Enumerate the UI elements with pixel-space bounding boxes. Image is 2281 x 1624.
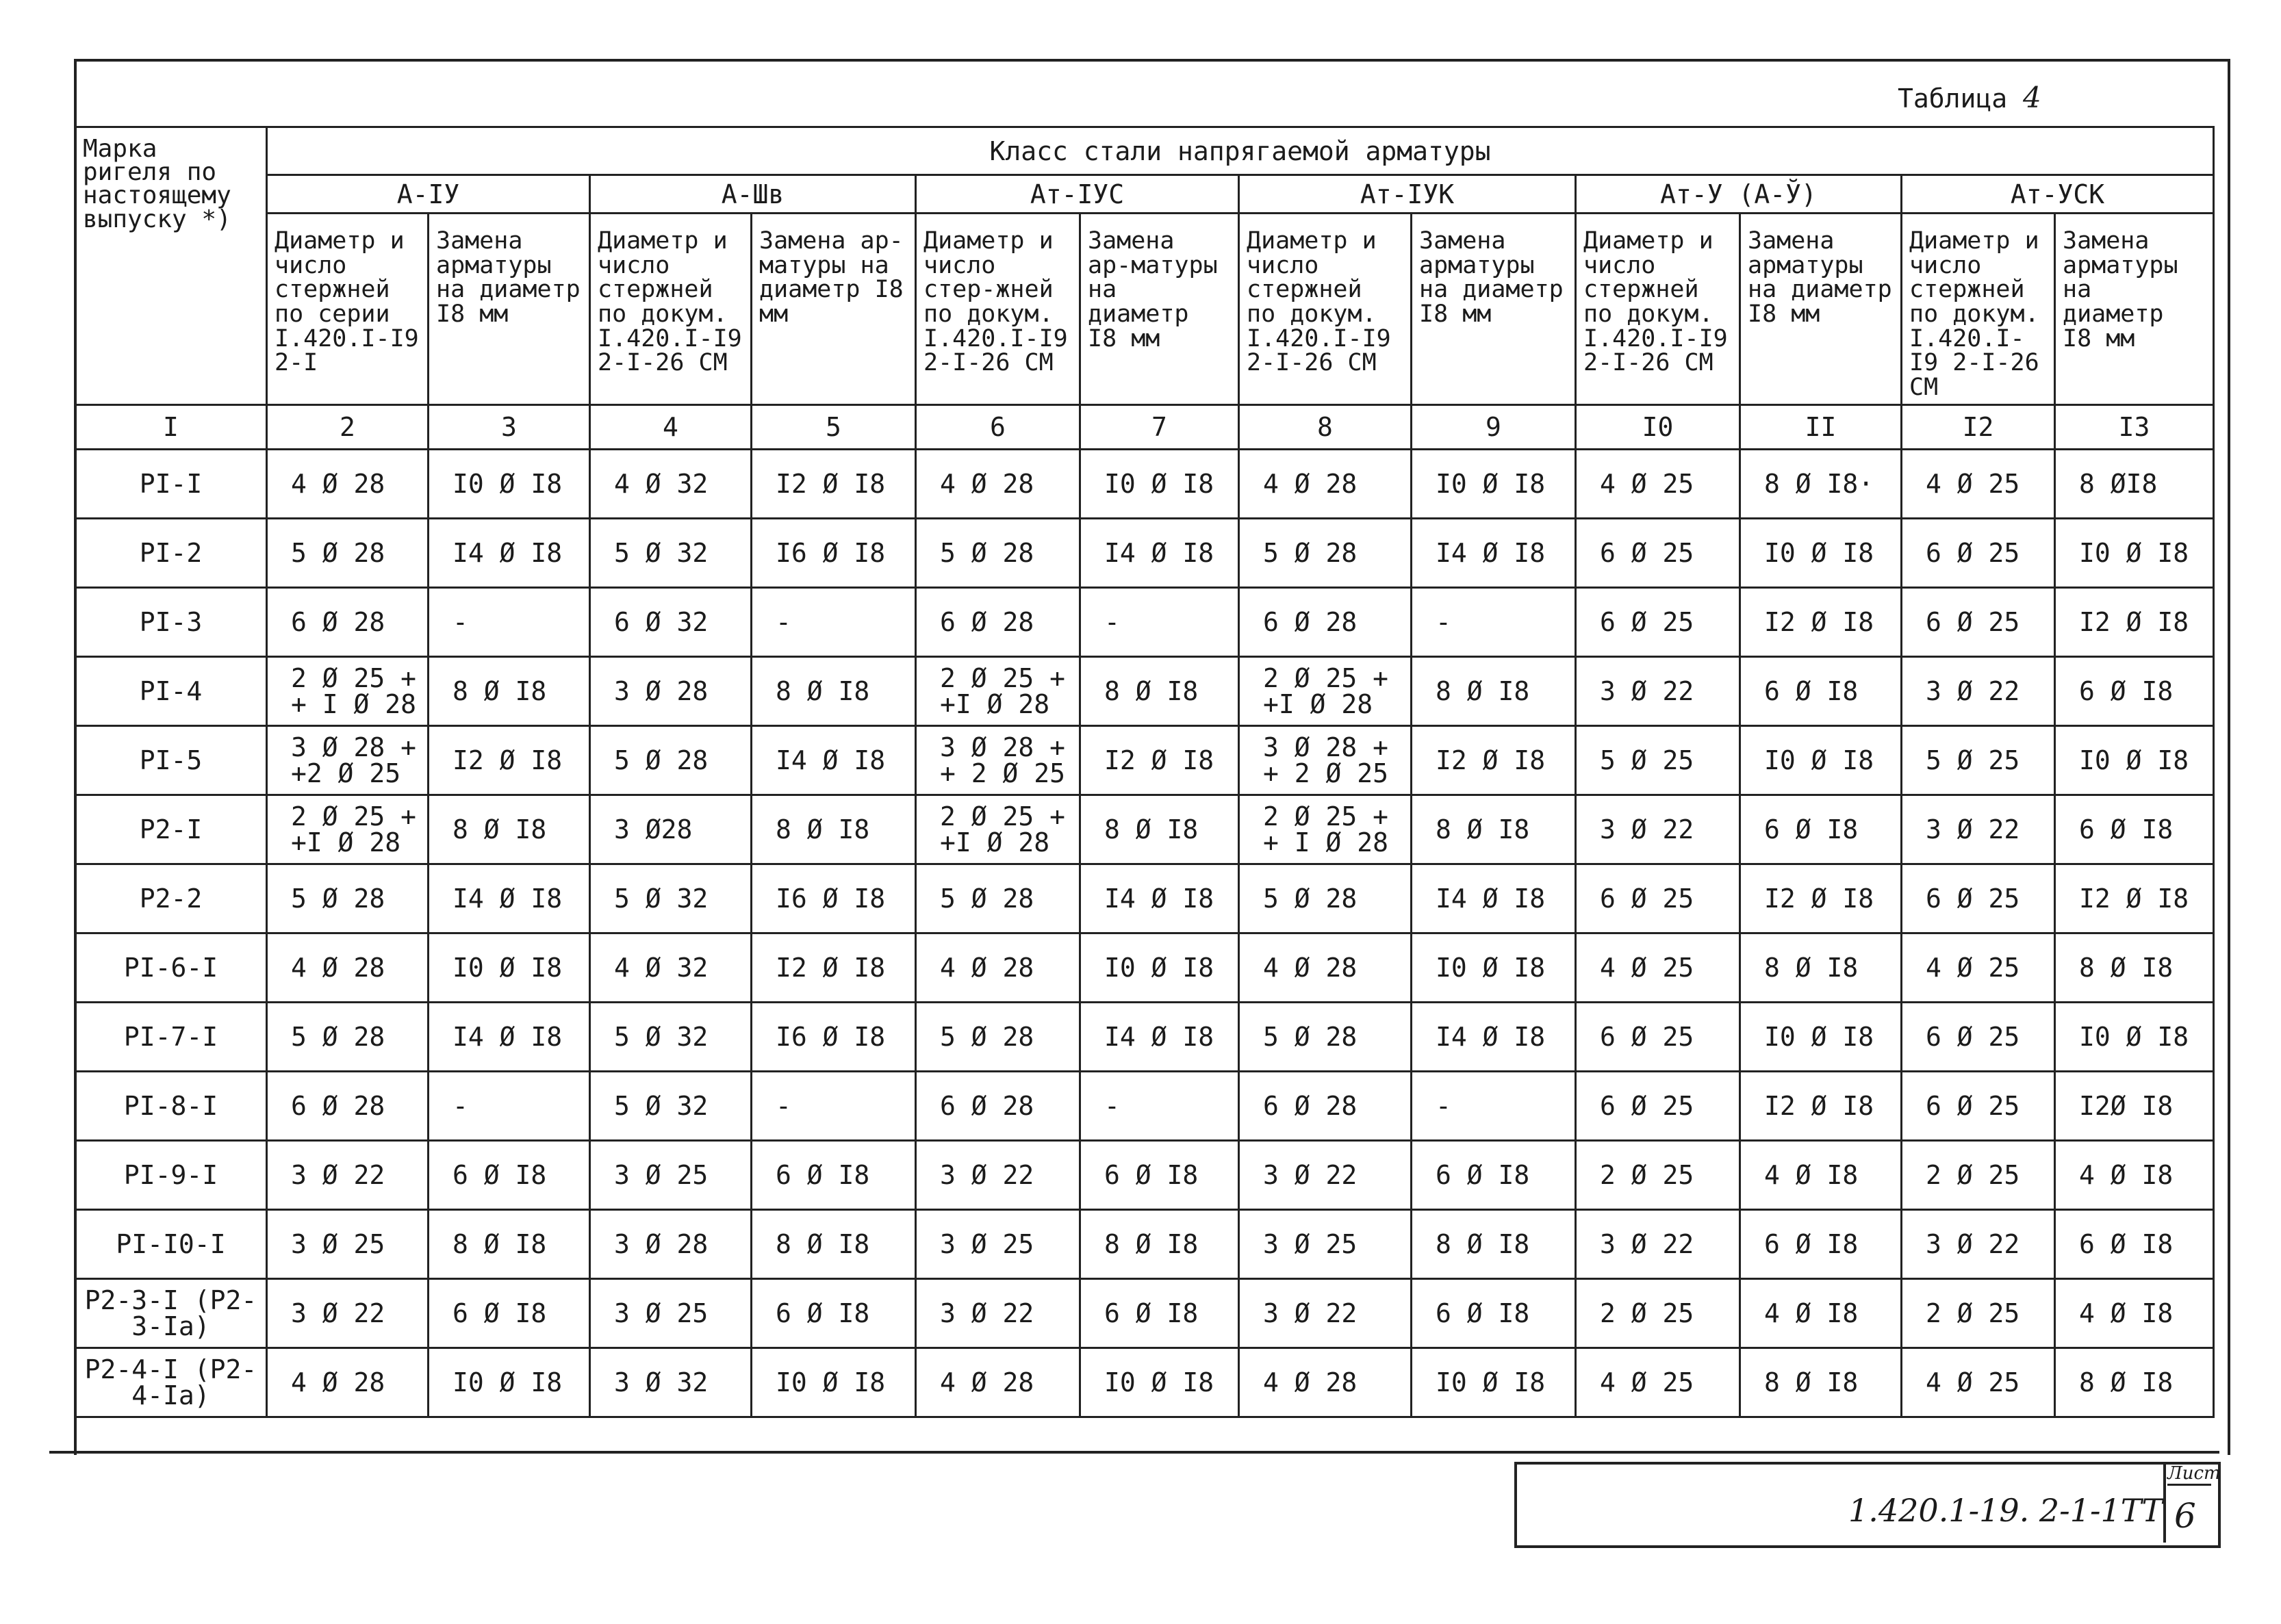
row-mark: PI-4 xyxy=(75,657,267,726)
table-cell: 6 Ø 25 xyxy=(1576,864,1740,933)
table-cell: 5 Ø 25 xyxy=(1902,726,2055,795)
row-mark: P2-4-I (P2-4-Ia) xyxy=(75,1348,267,1417)
header-group-5: Ат-УСК xyxy=(1902,175,2214,214)
column-number-1: I xyxy=(75,405,267,450)
header-sub-13: Замена арматуры на диаметр I8 мм xyxy=(2055,214,2214,405)
table-cell: 3 Ø 25 xyxy=(590,1279,752,1348)
table-cell: 3 Ø 22 xyxy=(916,1279,1080,1348)
table-cell: - xyxy=(429,588,590,657)
table-cell: 6 Ø 28 xyxy=(916,1072,1080,1141)
row-mark: PI-I0-I xyxy=(75,1210,267,1279)
table-cell: I2 Ø I8 xyxy=(429,726,590,795)
table-cell: 2 Ø 25 xyxy=(1902,1279,2055,1348)
table-row xyxy=(75,933,2214,1003)
table-cell: I0 Ø I8 xyxy=(1740,519,1902,588)
table-cell: I2 Ø I8 xyxy=(1412,726,1576,795)
table-cell: 6 Ø 28 xyxy=(267,588,429,657)
table-cell: I0 Ø I8 xyxy=(1740,1003,1902,1072)
header-sub-9: Замена арматуры на диаметр I8 мм xyxy=(1412,214,1576,405)
table-cell: 2 Ø 25 + +I Ø 28 xyxy=(916,657,1080,726)
table-cell: 6 Ø I8 xyxy=(2055,795,2214,864)
table-cell: 3 Ø 28 xyxy=(590,657,752,726)
table-cell: 8 Ø I8 xyxy=(752,795,916,864)
table-cell: I2 Ø I8 xyxy=(2055,588,2214,657)
bottom-border xyxy=(49,1451,2219,1454)
table-cell: 3 Ø28 xyxy=(590,795,752,864)
table-cell: 4 Ø 25 xyxy=(1902,1348,2055,1417)
table-row xyxy=(75,1141,2214,1210)
table-cell: 4 Ø 28 xyxy=(916,1348,1080,1417)
table-cell: I4 Ø I8 xyxy=(429,864,590,933)
table-row xyxy=(75,795,2214,864)
table-row xyxy=(75,1348,2214,1417)
table-cell: 4 Ø 32 xyxy=(590,933,752,1003)
table-cell: 6 Ø 28 xyxy=(1239,588,1412,657)
table-cell: - xyxy=(1080,588,1239,657)
table-cell: 6 Ø I8 xyxy=(1080,1141,1239,1210)
table-cell: 6 Ø I8 xyxy=(2055,1210,2214,1279)
table-cell: I2 Ø I8 xyxy=(1740,864,1902,933)
table-cell: 4 Ø 28 xyxy=(1239,933,1412,1003)
table-cell: 4 Ø 28 xyxy=(916,450,1080,519)
table-cell: 8 Ø I8 xyxy=(429,657,590,726)
row-mark: PI-3 xyxy=(75,588,267,657)
table-cell: 6 Ø I8 xyxy=(1740,657,1902,726)
row-mark: PI-9-I xyxy=(75,1141,267,1210)
header-group-4: Ат-У (А-Ў) xyxy=(1576,175,1902,214)
header-group-1: А-Шв xyxy=(590,175,916,214)
table-cell: 8 Ø I8 xyxy=(1740,1348,1902,1417)
row-mark: PI-I xyxy=(75,450,267,519)
table-cell: 8 Ø I8 xyxy=(1740,933,1902,1003)
table-cell: I4 Ø I8 xyxy=(1080,1003,1239,1072)
sheet-label: Лист xyxy=(2167,1463,2211,1486)
table-cell: 8 Ø I8· xyxy=(1740,450,1902,519)
table-cell: 6 Ø I8 xyxy=(1740,795,1902,864)
table-cell: I6 Ø I8 xyxy=(752,519,916,588)
header-sub-8: Диаметр и число стержней по докум. I.420.I-I9 2-I-26 СМ xyxy=(1239,214,1412,405)
table-cell: I0 Ø I8 xyxy=(752,1348,916,1417)
column-number-5: 5 xyxy=(752,405,916,450)
table-cell: I6 Ø I8 xyxy=(752,864,916,933)
column-number-12: I2 xyxy=(1902,405,2055,450)
column-number-9: 9 xyxy=(1412,405,1576,450)
table-cell: 2 Ø 25 + +I Ø 28 xyxy=(1239,657,1412,726)
table-cell: I0 Ø I8 xyxy=(1080,933,1239,1003)
table-caption xyxy=(1898,81,2041,114)
table-cell: I0 Ø I8 xyxy=(1412,1348,1576,1417)
table-cell: 6 Ø 25 xyxy=(1902,864,2055,933)
table-cell: 6 Ø 25 xyxy=(1576,588,1740,657)
table-cell: 3 Ø 22 xyxy=(1902,657,2055,726)
table-cell: 5 Ø 28 xyxy=(267,519,429,588)
table-cell: 5 Ø 32 xyxy=(590,519,752,588)
table-cell: 4 Ø 28 xyxy=(1239,450,1412,519)
header-sub-7: Замена ар-матуры на диаметр I8 мм xyxy=(1080,214,1239,405)
table-cell: 5 Ø 28 xyxy=(916,519,1080,588)
table-cell: 3 Ø 25 xyxy=(590,1141,752,1210)
table-cell: I2Ø I8 xyxy=(2055,1072,2214,1141)
table-cell: 8 Ø I8 xyxy=(429,1210,590,1279)
table-row xyxy=(75,588,2214,657)
table-cell: I2 Ø I8 xyxy=(1740,588,1902,657)
table-cell: I0 Ø I8 xyxy=(429,933,590,1003)
table-cell: 2 Ø 25 + + I Ø 28 xyxy=(267,657,429,726)
header-sub-2: Диаметр и число стержней по серии I.420.I-I9 2-I xyxy=(267,214,429,405)
table-cell: 4 Ø I8 xyxy=(1740,1279,1902,1348)
table-cell: I0 Ø I8 xyxy=(429,1348,590,1417)
table-row xyxy=(75,519,2214,588)
table-cell: 3 Ø 28 + + 2 Ø 25 xyxy=(1239,726,1412,795)
table-cell: 6 Ø I8 xyxy=(752,1279,916,1348)
table-cell: I0 Ø I8 xyxy=(1412,450,1576,519)
table-cell: 8 Ø I8 xyxy=(1412,795,1576,864)
table-cell: I0 Ø I8 xyxy=(429,450,590,519)
column-number-11: II xyxy=(1740,405,1902,450)
table-cell: I6 Ø I8 xyxy=(752,1003,916,1072)
table-cell: 6 Ø 28 xyxy=(916,588,1080,657)
table-cell: 6 Ø I8 xyxy=(2055,657,2214,726)
table-cell: 2 Ø 25 + + I Ø 28 xyxy=(1239,795,1412,864)
row-mark: P2-3-I (P2-3-Ia) xyxy=(75,1279,267,1348)
table-cell: 4 Ø 28 xyxy=(1239,1348,1412,1417)
table-cell: 3 Ø 25 xyxy=(267,1210,429,1279)
table-cell: 5 Ø 25 xyxy=(1576,726,1740,795)
reinforcement-table xyxy=(74,126,2215,1418)
table-cell: 2 Ø 25 + +I Ø 28 xyxy=(267,795,429,864)
header-group-2: Ат-IУС xyxy=(916,175,1239,214)
table-cell: 3 Ø 22 xyxy=(1902,795,2055,864)
table-cell: 3 Ø 22 xyxy=(1902,1210,2055,1279)
header-sub-6: Диаметр и число стер-жней по докум. I.420.I-I9 2-I-26 СМ xyxy=(916,214,1080,405)
table-cell: - xyxy=(1412,588,1576,657)
row-mark: P2-2 xyxy=(75,864,267,933)
table-cell: I0 Ø I8 xyxy=(2055,519,2214,588)
row-mark: P2-I xyxy=(75,795,267,864)
table-cell: 3 Ø 28 + + 2 Ø 25 xyxy=(916,726,1080,795)
table-cell: 8 Ø I8 xyxy=(1080,657,1239,726)
column-number-6: 6 xyxy=(916,405,1080,450)
table-cell: 3 Ø 22 xyxy=(1239,1141,1412,1210)
table-cell: I4 Ø I8 xyxy=(752,726,916,795)
table-cell: 4 Ø 25 xyxy=(1902,933,2055,1003)
table-cell: 8 Ø I8 xyxy=(429,795,590,864)
table-row xyxy=(75,726,2214,795)
table-cell: 6 Ø 25 xyxy=(1902,1072,2055,1141)
table-cell: 5 Ø 28 xyxy=(267,864,429,933)
table-cell: 8 Ø I8 xyxy=(752,1210,916,1279)
table-cell: 3 Ø 25 xyxy=(916,1210,1080,1279)
table-cell: I0 Ø I8 xyxy=(1412,933,1576,1003)
table-cell: 3 Ø 32 xyxy=(590,1348,752,1417)
header-sub-10: Диаметр и число стержней по докум. I.420.I-I9 2-I-26 СМ xyxy=(1576,214,1740,405)
document-code: 1.420.1-19. 2-1-1ТТ xyxy=(1848,1492,2163,1529)
table-row xyxy=(75,1210,2214,1279)
table-cell: 3 Ø 22 xyxy=(1576,657,1740,726)
table-cell: 3 Ø 25 xyxy=(1239,1210,1412,1279)
column-number-7: 7 xyxy=(1080,405,1239,450)
column-number-4: 4 xyxy=(590,405,752,450)
table-cell: 6 Ø I8 xyxy=(752,1141,916,1210)
column-number-13: I3 xyxy=(2055,405,2214,450)
table-cell: 5 Ø 28 xyxy=(916,864,1080,933)
table-cell: 8 Ø I8 xyxy=(1412,1210,1576,1279)
table-cell: 2 Ø 25 xyxy=(1576,1141,1740,1210)
row-mark: PI-2 xyxy=(75,519,267,588)
table-cell: - xyxy=(752,1072,916,1141)
header-sub-11: Замена арматуры на диаметр I8 мм xyxy=(1740,214,1902,405)
table-cell: 3 Ø 22 xyxy=(916,1141,1080,1210)
table-cell: 4 Ø 32 xyxy=(590,450,752,519)
table-cell: 5 Ø 28 xyxy=(1239,519,1412,588)
table-cell: 8 Ø I8 xyxy=(2055,1348,2214,1417)
table-cell: 5 Ø 28 xyxy=(916,1003,1080,1072)
table-row xyxy=(75,1279,2214,1348)
table-cell: 8 Ø I8 xyxy=(1080,1210,1239,1279)
table-cell: - xyxy=(429,1072,590,1141)
table-cell: 4 Ø 28 xyxy=(916,933,1080,1003)
table-cell: I2 Ø I8 xyxy=(1740,1072,1902,1141)
table-row xyxy=(75,1072,2214,1141)
header-group-0: А-IУ xyxy=(267,175,590,214)
table-cell: 6 Ø I8 xyxy=(429,1141,590,1210)
table-cell: I0 Ø I8 xyxy=(2055,726,2214,795)
table-row xyxy=(75,657,2214,726)
table-cell: 8 Ø I8 xyxy=(752,657,916,726)
table-cell: 2 Ø 25 xyxy=(1902,1141,2055,1210)
table-cell: 6 Ø 32 xyxy=(590,588,752,657)
table-cell: 4 Ø 25 xyxy=(1576,1348,1740,1417)
table-cell: I2 Ø I8 xyxy=(752,450,916,519)
table-cell: I4 Ø I8 xyxy=(429,519,590,588)
table-cell: 5 Ø 32 xyxy=(590,1003,752,1072)
table-cell: 8 Ø I8 xyxy=(2055,933,2214,1003)
row-mark: PI-6-I xyxy=(75,933,267,1003)
table-cell: I0 Ø I8 xyxy=(1080,450,1239,519)
table-cell: 3 Ø 22 xyxy=(1576,795,1740,864)
table-cell: 3 Ø 22 xyxy=(267,1279,429,1348)
header-group-3: Ат-IУК xyxy=(1239,175,1576,214)
table-cell: I4 Ø I8 xyxy=(429,1003,590,1072)
table-row xyxy=(75,864,2214,933)
table-cell: 4 Ø 25 xyxy=(1576,450,1740,519)
table-cell: 6 Ø 25 xyxy=(1576,1003,1740,1072)
table-cell: I4 Ø I8 xyxy=(1412,519,1576,588)
table-cell: 4 Ø I8 xyxy=(2055,1141,2214,1210)
table-cell: 6 Ø 28 xyxy=(267,1072,429,1141)
table-cell: 3 Ø 22 xyxy=(1576,1210,1740,1279)
table-cell: 8 ØI8 xyxy=(2055,450,2214,519)
table-cell: 6 Ø I8 xyxy=(1412,1279,1576,1348)
table-cell: 5 Ø 28 xyxy=(1239,1003,1412,1072)
table-cell: 6 Ø 25 xyxy=(1902,1003,2055,1072)
table-cell: I4 Ø I8 xyxy=(1080,519,1239,588)
table-cell: I4 Ø I8 xyxy=(1412,864,1576,933)
table-cell: 6 Ø 25 xyxy=(1902,519,2055,588)
table-cell: - xyxy=(752,588,916,657)
header-sub-3: Замена арматуры на диаметр I8 мм xyxy=(429,214,590,405)
table-cell: I2 Ø I8 xyxy=(752,933,916,1003)
table-cell: - xyxy=(1080,1072,1239,1141)
table-cell: 6 Ø I8 xyxy=(1740,1210,1902,1279)
table-cell: 6 Ø I8 xyxy=(1412,1141,1576,1210)
table-cell: I2 Ø I8 xyxy=(1080,726,1239,795)
table-cell: 6 Ø 25 xyxy=(1576,519,1740,588)
table-cell: I4 Ø I8 xyxy=(1080,864,1239,933)
table-cell: 6 Ø I8 xyxy=(1080,1279,1239,1348)
table-cell: I0 Ø I8 xyxy=(1740,726,1902,795)
table-cell: 5 Ø 28 xyxy=(590,726,752,795)
table-cell: - xyxy=(1412,1072,1576,1141)
table-cell: 4 Ø 25 xyxy=(1902,450,2055,519)
row-mark: PI-8-I xyxy=(75,1072,267,1141)
table-cell: 6 Ø 25 xyxy=(1902,588,2055,657)
table-cell: 4 Ø 28 xyxy=(267,933,429,1003)
table-row xyxy=(75,450,2214,519)
header-class-title: Класс стали напрягаемой арматуры xyxy=(267,127,2214,175)
table-cell: I0 Ø I8 xyxy=(2055,1003,2214,1072)
table-cell: 3 Ø 28 + +2 Ø 25 xyxy=(267,726,429,795)
column-number-3: 3 xyxy=(429,405,590,450)
table-cell: 4 Ø I8 xyxy=(2055,1279,2214,1348)
header-mark-column: Марка ригеля по настоящему выпуску *) xyxy=(75,127,267,405)
table-cell: 5 Ø 32 xyxy=(590,1072,752,1141)
table-cell: 6 Ø 25 xyxy=(1576,1072,1740,1141)
column-number-8: 8 xyxy=(1239,405,1412,450)
table-cell: 8 Ø I8 xyxy=(1412,657,1576,726)
header-sub-4: Диаметр и число стержней по докум. I.420.I-I9 2-I-26 СМ xyxy=(590,214,752,405)
table-cell: 4 Ø 25 xyxy=(1576,933,1740,1003)
table-cell: 2 Ø 25 + +I Ø 28 xyxy=(916,795,1080,864)
table-cell: 6 Ø 28 xyxy=(1239,1072,1412,1141)
row-mark: PI-7-I xyxy=(75,1003,267,1072)
caption-number: 4 xyxy=(2023,81,2041,114)
table-cell: 5 Ø 28 xyxy=(267,1003,429,1072)
table-cell: 3 Ø 22 xyxy=(267,1141,429,1210)
column-number-10: I0 xyxy=(1576,405,1740,450)
table-cell: 6 Ø I8 xyxy=(429,1279,590,1348)
table-cell: 4 Ø 28 xyxy=(267,450,429,519)
table-cell: 4 Ø 28 xyxy=(267,1348,429,1417)
row-mark: PI-5 xyxy=(75,726,267,795)
sheet-number: 6 xyxy=(2174,1496,2196,1536)
table-cell: 5 Ø 28 xyxy=(1239,864,1412,933)
table-cell: 5 Ø 32 xyxy=(590,864,752,933)
table-cell: I0 Ø I8 xyxy=(1080,1348,1239,1417)
table-cell: I4 Ø I8 xyxy=(1412,1003,1576,1072)
header-sub-12: Диаметр и число стержней по докум. I.420.I-I9 2-I-26 СМ xyxy=(1902,214,2055,405)
table-cell: 8 Ø I8 xyxy=(1080,795,1239,864)
table-row xyxy=(75,1003,2214,1072)
table-cell: 3 Ø 28 xyxy=(590,1210,752,1279)
table-cell: 4 Ø I8 xyxy=(1740,1141,1902,1210)
column-number-2: 2 xyxy=(267,405,429,450)
table-cell: 2 Ø 25 xyxy=(1576,1279,1740,1348)
caption-prefix: Таблица xyxy=(1898,83,2008,114)
table-cell: I2 Ø I8 xyxy=(2055,864,2214,933)
table-cell: 3 Ø 22 xyxy=(1239,1279,1412,1348)
header-sub-5: Замена ар-матуры на диаметр I8 мм xyxy=(752,214,916,405)
